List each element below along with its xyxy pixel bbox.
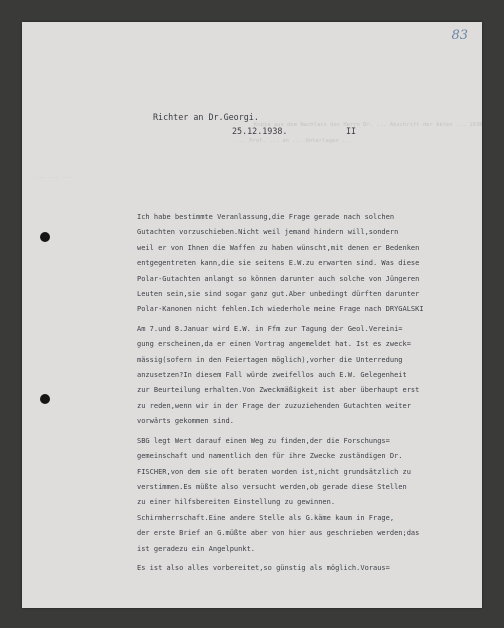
text-line: Am 7.und 8.Januar wird E.W. in Ffm zur Tagung der Geol.Vereini= (137, 324, 403, 333)
text-line: zu einer hilfsbereiten Einstellung zu gewinnen. (137, 498, 336, 507)
text-line: Polar-Kanonen nicht fehlen.Ich wiederhole meine Frage nach DRYGALSKI (137, 305, 424, 314)
text-line: gung erscheinen,da er einen Vortrag angemeldet hat. Ist es zweck= (137, 340, 411, 349)
paragraph (129, 561, 489, 576)
text-line: verstimmen.Es müßte also versucht werden,ob gerade diese Stellen (137, 482, 407, 491)
bleed-through-line: ... Prof. ... an ... Unterlagen ... (236, 138, 352, 144)
letter-recipient: Richter an Dr.Georgi. (153, 112, 259, 122)
punch-hole (40, 394, 50, 404)
punch-hole (40, 232, 50, 242)
letter-date: 25.12.1938. (232, 126, 288, 136)
letter-body (129, 210, 489, 576)
text-line: zur Beurteilung erhalten.Von Zweckmäßigkeit ist aber überhaupt erst (137, 386, 420, 395)
text-line: Gutachten vorzuschieben.Nicht weil jemand hindern will,sondern (137, 228, 399, 237)
text-line: Schirmherrschaft.Eine andere Stelle als G.käme kaum in Frage, (137, 513, 395, 522)
letter-section-number: II (346, 126, 357, 136)
bleed-through-line: ... ... ... (36, 174, 73, 180)
document-page (22, 22, 482, 608)
text-line: Es ist also alles vorbereitet,so günstig als möglich.Voraus= (137, 563, 390, 572)
text-line: entgegentreten kann,die sie seitens E.W.zu erwarten sind. Was diese (137, 259, 420, 268)
text-line: Leuten sein,sie sind sogar ganz gut.Aber unbedingt dürften darunter (137, 290, 420, 299)
paragraph (129, 210, 489, 318)
text-line: SBG legt Wert darauf einen Weg zu finden,der die Forschungs= (137, 436, 390, 445)
text-line: anzusetzen?In diesem Fall würde zweifellos auch E.W. Gelegenheit (137, 371, 407, 380)
text-line: gemeinschaft und namentlich den für ihre Zwecke zuständigen Dr. (137, 452, 403, 461)
text-line: mässig(sofern in den Feiertagen möglich),vorher die Unterredung (137, 355, 403, 364)
text-line: der erste Brief an G.müßte aber von hier aus geschrieben werden;das (137, 529, 420, 538)
text-line: Polar-Gutachten anlangt so können darunter auch solche von Jüngeren (137, 274, 420, 283)
text-line: FISCHER,von dem sie oft beraten worden ist,nicht grundsätzlich zu (137, 467, 411, 476)
text-line: Ich habe bestimmte Veranlassung,die Frage gerade nach solchen (137, 213, 395, 221)
text-line: vorwärts gekommen sind. (137, 417, 234, 426)
text-line: zu reden,wenn wir in der Frage der zuzuziehenden Gutachten weiter (137, 401, 411, 410)
text-line: weil er von Ihnen die Waffen zu haben wünscht,mit denen er Bedenken (137, 243, 420, 252)
handwritten-page-number: 83 (451, 28, 468, 43)
bleed-through-line: Kopie aus dem Nachlass des Herrn Dr. ... Abschrift der Akten ... 1938 (254, 122, 483, 128)
paragraph (129, 434, 489, 557)
text-line: ist geradezu ein Angelpunkt. (137, 544, 256, 553)
paragraph (129, 322, 489, 430)
